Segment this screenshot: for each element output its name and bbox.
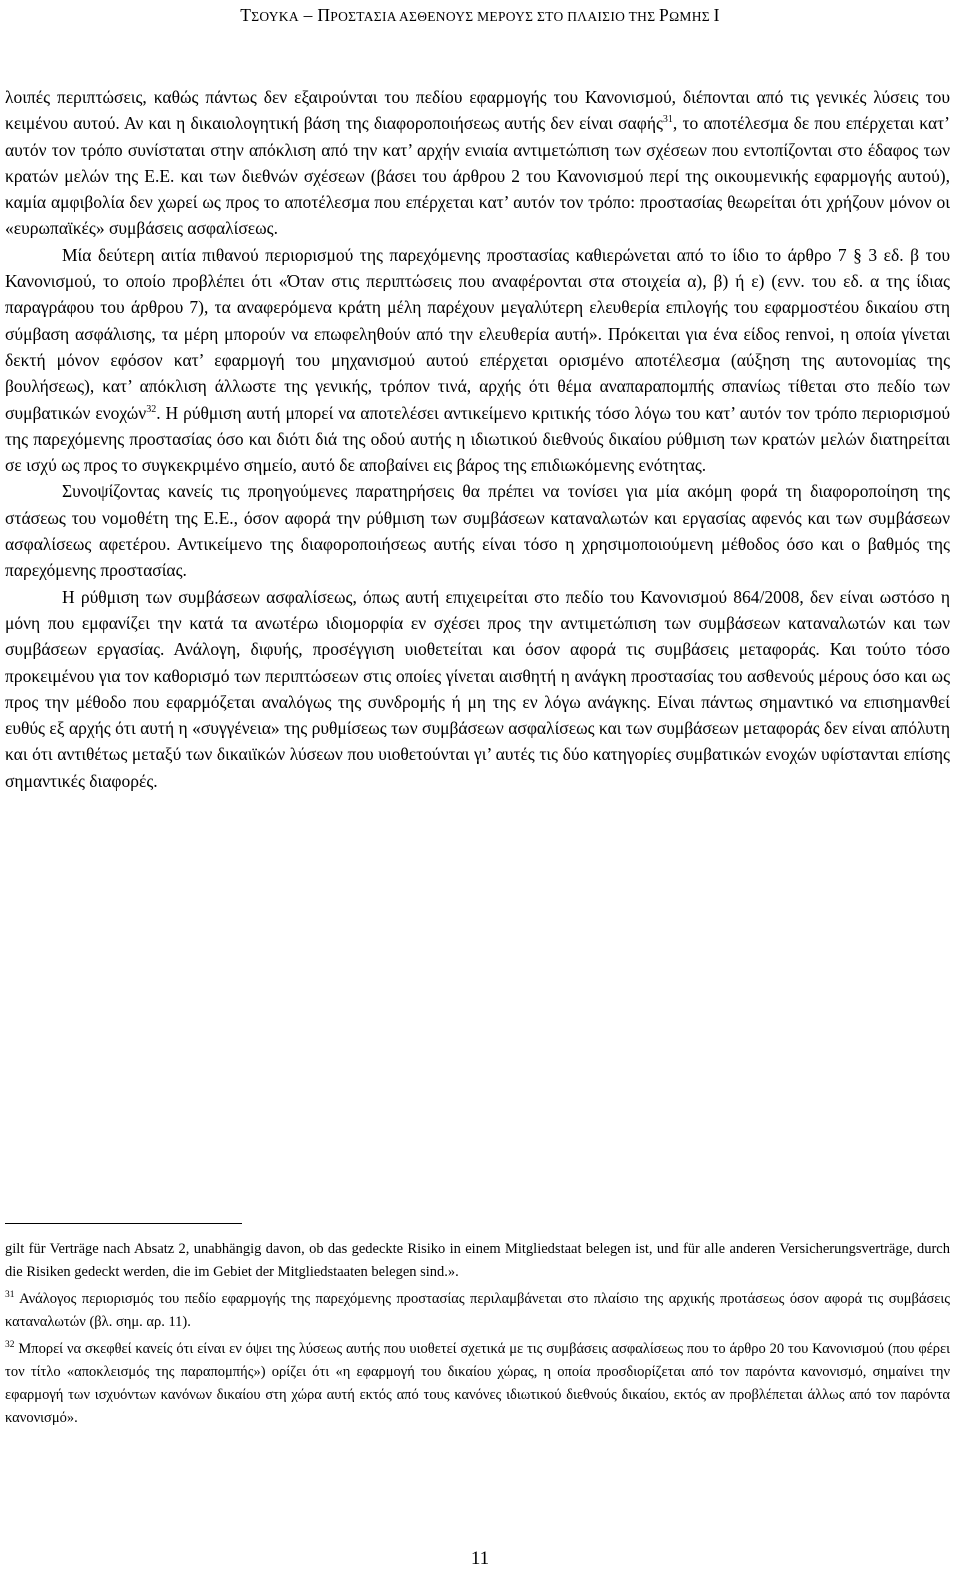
footnote-ref-32: 32: [146, 403, 157, 415]
footnote-31: $^{31}$ Ανάλογος περιορισμός του πεδίο εφαρμογής της παρεχόμενης προστασίας περιλαμβάνεται στο πλαίσιο της αρχικής προτάσεως όσον αφορά τις συμβάσεις καταναλωτών (βλ. σημ. αρ. 11).: [5, 1290, 950, 1330]
running-header: ΤΣΟΥΚΑ – ΠΡΟΣΤΑΣΙΑ ΑΣΘΕΝΟΥΣ ΜΕΡΟΥΣ ΣΤΟ ΠΛΑΙΣΙΟ ΤΗΣ ΡΩΜΗΣ I: [240, 5, 720, 25]
page-number: 11: [470, 1548, 490, 1569]
footnotes: [5, 1238, 950, 1434]
paragraph-3: Συνοψίζοντας κανείς τις προηγούμενες παρατηρήσεις θα πρέπει να τονίσει για μία ακόμη φορά τη διαφοροποίηση της στάσεως του νομοθέτη της Ε.Ε., όσον αφορά την ρύθμιση των συμβάσεων καταναλωτών και εργασίας αφενός και των συμβάσεων ασφαλίσεως αφετέρου. Αντικείμενο της διαφοροποιήσεως αυτής είναι τόσο η χρησιμοποιούμενη μέθοδος όσο και ο βαθμός της παρεχόμενης προστασίας.: [5, 481, 950, 581]
paragraph-2: Μία δεύτερη αιτία πιθανού περιορισμού της παρεχόμενης προστασίας καθιερώνεται από το ίδιο το άρθρο 7 § 3 εδ. β του Κανονισμού, το οποίο προβλέπει ότι «Όταν στις περιπτώσεις που αναφέρονται στα στοιχεία α), β) ή ε) (ενν. του εδ. α της ίδιας παραγράφου του άρθρου 7), τα αναφερόμενα κράτη μέλη παρέχουν μεγαλύτερη ελευθερία επιλογής του εφαρμοστέου δικαίου στη σύμβαση ασφάλισης, τα μέρη μπορούν να επωφεληθούν από την ελευθερία αυτή». Πρόκειται για ένα είδος renvoi, η οποία γίνεται δεκτή μόνον εφόσον κατ’ εφαρμογή του μηχανισμού αυτού επέρχεται ορισμένο αποτέλεσμα (αύξηση της αυτονομίας της βουλήσεως), κατ’ απόκλιση άλλωστε της γενικής, τρόπον τινά, αρχής ότι θέμα αναπαραπομπής σπανίως τίθεται στο πεδίο των συμβατικών ενοχών$^{32}$. Η ρύθμιση αυτή μπορεί να αποτελέσει αντικείμενο κριτικής τόσο λόγω του κατ’ αυτόν τον τρόπο περιορισμού της παρεχόμενης προστασίας όσο και διότι διά της οδού αυτής η ιδιωτικού διεθνούς δικαίου ρύθμιση των κρατών μελών διατηρείται σε ισχύ ως προς το συγκεκριμένο σημείο, αυτό δε αποβαίνει εις βάρος της επιδιωκόμενης ενότητας.: [5, 244, 950, 476]
paragraph-4: Η ρύθμιση των συμβάσεων ασφαλίσεως, όπως αυτή επιχειρείται στο πεδίο του Κανονισμού 864/2008, δεν είναι ωστόσο η μόνη που εμφανίζει την κατά τα ανωτέρω ιδιομορφία εν σχέσει προς την αντιμετώπιση των συμβάσεων καταναλωτών και των συμβάσεων εργασίας. Ανάλογη, διφυής, προσέγγιση υιοθετείται και όσον αφορά τις συμβάσεις μεταφοράς. Και τούτο τόσο προκειμένου για τον καθορισμό των περιπτώσεων στις οποίες γίνεται αισθητή η ανάγκη προστασίας του ασθενούς μέρους όσο και ως προς την μέθοδο που εφαρμόζεται αναλόγως της συνδρομής ή μη της εν λόγω ανάγκης. Είναι πάντως σημαντικό να επισημανθεί ευθύς εξ αρχής ότι αυτή η «συγγένεια» της ρυθμίσεως των συμβάσεων ασφαλίσεως και των συμβάσεων μεταφοράς δεν είναι απόλυτη και ότι αντιθέτως μεταξύ των δικαιϊκών λύσεων που υιοθετούνται γι’ αυτές τις δύο κατηγορίες συμβατικών ενοχών υφίστανται επίσης σημαντικές διαφορές.: [5, 586, 950, 791]
paragraph-1: λοιπές περιπτώσεις, καθώς πάντως δεν εξαιρούνται του πεδίου εφαρμογής του Κανονισμού, διέπονται από τις γενικές λύσεις του κειμένου αυτού. Αν και η δικαιολογητική βάση της διαφοροποιήσεως αυτής δεν είναι σαφής$^{31}$, το αποτέλεσμα δε που επέρχεται κατ’ αυτόν τον τρόπο συνίσταται στην απόκλιση από την κατ’ αρχήν ενιαία αντιμετώπιση των σχέσεων που εντοπίζονται στο έδαφος των κρατών μελών της Ε.Ε. και των διεθνών σχέσεων (βάσει του άρθρου 2 του Κανονισμού περί της οικουμενικής εφαρμογής αυτού), καμία αμφιβολία δεν χωρεί ως προς το αποτέλεσμα που επέρχεται κατ’ αυτόν τον τρόπο: προστασίας θεωρείται ότι χρήζουν μόνον οι «ευρωπαϊκές» συμβάσεις ασφαλίσεως.: [5, 87, 950, 239]
footnote-32: $^{32}$ Μπορεί να σκεφθεί κανείς ότι είναι εν όψει της λύσεως αυτής που υιοθετεί σχετικά με τις συμβάσεις ασφαλίσεως που το άρθρο 20 του Κανονισμού (που φέρει τον τίτλο «αποκλεισμός της παραπομπής») ορίζει ότι «η εφαρμογή του δικαίου χώρας, η οποία προσδιορίζεται από τον παρόντα κανονισμό, σημαίνει την εφαρμογή των ισχυόντων κανόνων δικαίου στη χώρα αυτή εκτός από τους κανόνες ιδιωτικού διεθνούς δικαίου, εκτός αν προβλέπεται άλλως από τον παρόντα κανονισμό».: [5, 1340, 950, 1426]
footnote-separator: [5, 1223, 242, 1224]
main-text: [5, 84, 950, 794]
footnote-continuation: gilt für Verträge nach Absatz 2, unabhängig davon, ob das gedeckte Risiko in einem Mitgliedstaat belegen ist, und für alle anderen Versicherungsverträge, durch die Risiken gedeckt werden, die im Gebiet der Mitgliedstaaten belegen sind.».: [5, 1241, 950, 1280]
footnote-ref-31: 31: [662, 114, 673, 126]
